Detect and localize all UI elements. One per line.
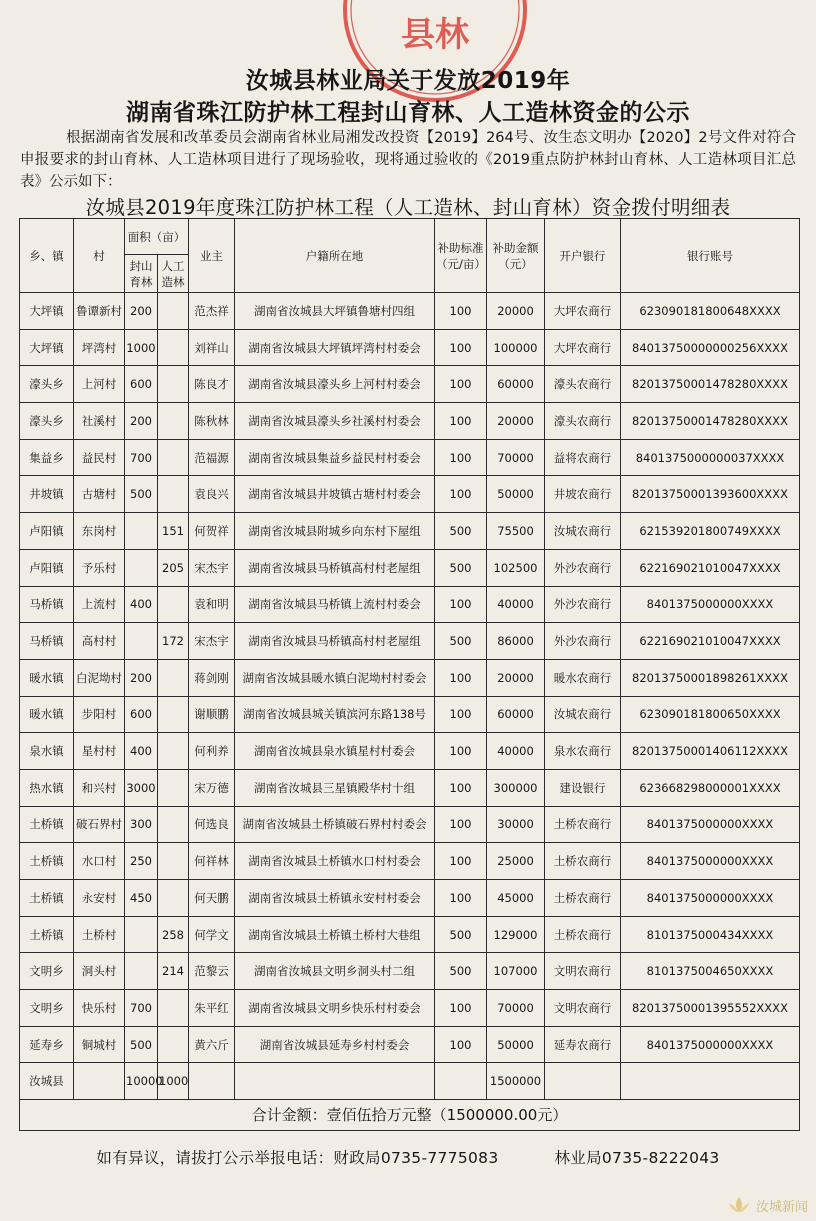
cell-standard: 500 [435,953,487,990]
cell-bank: 文明农商行 [545,990,621,1027]
cell-bank: 外沙农商行 [545,623,621,660]
cell-bank: 土桥农商行 [545,843,621,880]
cell-account: 622169021010047XXXX [621,623,800,660]
header-area-rengong: 人工造林 [158,255,189,293]
cell-address: 湖南省汝城县泉水镇星村村委会 [235,733,435,770]
cell-village: 予乐村 [74,549,125,586]
cell-standard: 100 [435,769,487,806]
cell-owner: 何祥林 [189,843,235,880]
cell-amount: 45000 [487,880,545,917]
table-row [20,366,800,403]
header-village: 村 [74,219,125,293]
cell-village [74,1063,125,1100]
total-row [20,1063,800,1100]
cell-area-rengong [158,990,189,1027]
cell-standard: 100 [435,1026,487,1063]
cell-area-rengong [158,696,189,733]
cell-amount: 129000 [487,916,545,953]
cell-owner: 袁和明 [189,586,235,623]
cell-area-rengong: 205 [158,549,189,586]
cell-area-fengshan [125,953,158,990]
cell-address: 湖南省汝城县城关镇滨河东路138号 [235,696,435,733]
table-row [20,513,800,550]
cell-area-rengong: 258 [158,916,189,953]
cell-account: 623090181800650XXXX [621,696,800,733]
cell-standard: 500 [435,549,487,586]
table-row [20,439,800,476]
cell-village: 坪湾村 [74,329,125,366]
table-row [20,843,800,880]
cell-area-fengshan: 300 [125,806,158,843]
cell-standard: 500 [435,916,487,953]
cell-village: 上河村 [74,366,125,403]
cell-area-rengong [158,476,189,513]
cell-amount: 20000 [487,293,545,330]
page-title-line1: 汝城县林业局关于发放2019年 [245,68,571,94]
cell-town: 土桥镇 [20,806,74,843]
cell-bank: 井坡农商行 [545,476,621,513]
cell-bank: 益将农商行 [545,439,621,476]
table-row [20,329,800,366]
cell-amount: 50000 [487,476,545,513]
table-row [20,880,800,917]
cell-bank: 汝城农商行 [545,696,621,733]
cell-bank: 文明农商行 [545,953,621,990]
cell-bank: 土桥农商行 [545,916,621,953]
cell-owner: 何选良 [189,806,235,843]
table-row [20,990,800,1027]
cell-area-fengshan [125,513,158,550]
cell-standard: 100 [435,880,487,917]
cell-town: 热水镇 [20,769,74,806]
cell-owner: 陈良才 [189,366,235,403]
cell-village: 破石界村 [74,806,125,843]
cell-town: 文明乡 [20,953,74,990]
cell-bank: 濠头农商行 [545,366,621,403]
cell-village: 铜城村 [74,1026,125,1063]
cell-town: 大坪镇 [20,329,74,366]
cell-town: 暖水镇 [20,696,74,733]
cell-address: 湖南省汝城县井坡镇古塘村村委会 [235,476,435,513]
cell-owner: 何天鹏 [189,880,235,917]
cell-town: 大坪镇 [20,293,74,330]
cell-amount: 70000 [487,439,545,476]
cell-account: 82013750001395552XXXX [621,990,800,1027]
table-body [20,293,800,1100]
cell-address: 湖南省汝城县土桥镇破石界村村委会 [235,806,435,843]
cell-standard: 100 [435,586,487,623]
cell-account: 622169021010047XXXX [621,549,800,586]
cell-area-rengong [158,880,189,917]
cell-village: 高村村 [74,623,125,660]
contact-finance: 如有异议，请拔打公示举报电话：财政局0735-7775083 [96,1149,499,1167]
cell-bank: 暖水农商行 [545,659,621,696]
cell-area-fengshan: 1000 [125,329,158,366]
cell-account [621,1063,800,1100]
cell-area-fengshan [125,549,158,586]
header-account: 银行账号 [621,219,800,293]
header-subsidy-standard: 补助标准（元/亩） [435,219,487,293]
cell-area-fengshan: 700 [125,439,158,476]
cell-bank: 外沙农商行 [545,586,621,623]
cell-area-fengshan: 250 [125,843,158,880]
cell-village: 上流村 [74,586,125,623]
contact-forestry: 林业局0735-8222043 [554,1149,720,1167]
cell-address: 湖南省汝城县马桥镇上流村村委会 [235,586,435,623]
cell-area-rengong [158,366,189,403]
cell-bank: 延寿农商行 [545,1026,621,1063]
table-row [20,623,800,660]
cell-owner [189,1063,235,1100]
cell-amount: 300000 [487,769,545,806]
cell-amount: 50000 [487,1026,545,1063]
cell-account: 82013750001478280XXXX [621,366,800,403]
header-owner: 业主 [189,219,235,293]
cell-standard: 100 [435,329,487,366]
cell-area-rengong [158,329,189,366]
cell-address [235,1063,435,1100]
cell-town: 土桥镇 [20,880,74,917]
table-row [20,1026,800,1063]
table-row [20,586,800,623]
cell-account: 8401375000000XXXX [621,843,800,880]
cell-account: 82013750001478280XXXX [621,403,800,440]
cell-area-rengong [158,733,189,770]
cell-account: 8101375000434XXXX [621,916,800,953]
cell-standard: 500 [435,513,487,550]
table-row [20,733,800,770]
cell-town: 暖水镇 [20,659,74,696]
table-row [20,403,800,440]
header-address: 户籍所在地 [235,219,435,293]
page-title-line2: 湖南省珠江防护林工程封山育林、人工造林资金的公示 [126,100,690,126]
cell-address: 湖南省汝城县土桥镇永安村村委会 [235,880,435,917]
cell-account: 82013750001898261XXXX [621,659,800,696]
cell-amount: 20000 [487,659,545,696]
cell-address: 湖南省汝城县附城乡向东村下屋组 [235,513,435,550]
cell-account: 8401375000000XXXX [621,1026,800,1063]
cell-area-fengshan: 600 [125,366,158,403]
cell-address: 湖南省汝城县延寿乡村村委会 [235,1026,435,1063]
cell-owner: 范福源 [189,439,235,476]
table-row [20,696,800,733]
cell-standard: 100 [435,990,487,1027]
cell-standard: 100 [435,366,487,403]
cell-area-rengong [158,586,189,623]
cell-owner: 何利养 [189,733,235,770]
cell-area-fengshan [125,916,158,953]
header-area: 面积（亩） [125,219,189,255]
table-row [20,769,800,806]
cell-area-fengshan: 700 [125,990,158,1027]
cell-owner: 宋杰宇 [189,623,235,660]
table-row [20,916,800,953]
table-row [20,953,800,990]
intro-paragraph: 根据湖南省发展和改革委员会湖南省林业局湘发改投资【2019】264号、汝生态文明办【2020】2号文件对符合申报要求的封山育林、人工造林项目进行了现场验收，现将通过验收的《2019重点防护林封山育林、人工造林项目汇总表》公示如下： [20,130,796,190]
cell-town: 卢阳镇 [20,549,74,586]
cell-address: 湖南省汝城县大坪镇坪湾村村委会 [235,329,435,366]
watermark [726,1195,808,1215]
cell-amount: 60000 [487,366,545,403]
cell-area-rengong: 151 [158,513,189,550]
cell-area-fengshan: 600 [125,696,158,733]
cell-standard: 500 [435,623,487,660]
cell-address: 湖南省汝城县文明乡快乐村村委会 [235,990,435,1027]
cell-amount: 70000 [487,990,545,1027]
cell-owner: 宋杰宇 [189,549,235,586]
cell-area-fengshan: 500 [125,476,158,513]
cell-address: 湖南省汝城县集益乡益民村村委会 [235,439,435,476]
cell-bank: 建设银行 [545,769,621,806]
cell-village: 步阳村 [74,696,125,733]
cell-address: 湖南省汝城县马桥镇高村村老屋组 [235,549,435,586]
cell-town: 集益乡 [20,439,74,476]
cell-amount: 75500 [487,513,545,550]
cell-area-rengong [158,439,189,476]
cell-area-rengong [158,1026,189,1063]
cell-bank: 土桥农商行 [545,806,621,843]
cell-standard: 100 [435,843,487,880]
cell-amount: 25000 [487,843,545,880]
cell-owner: 刘祥山 [189,329,235,366]
cell-owner: 朱平红 [189,990,235,1027]
cell-village: 土桥村 [74,916,125,953]
cell-address: 湖南省汝城县濠头乡社溪村村委会 [235,403,435,440]
cell-address: 湖南省汝城县文明乡洞头村二组 [235,953,435,990]
cell-area-rengong [158,806,189,843]
cell-amount: 86000 [487,623,545,660]
cell-area-rengong [158,659,189,696]
cell-account: 8401375000000XXXX [621,880,800,917]
cell-amount: 30000 [487,806,545,843]
cell-standard: 100 [435,476,487,513]
cell-village: 星村村 [74,733,125,770]
fund-table [19,218,800,1131]
cell-village: 洞头村 [74,953,125,990]
cell-town: 土桥镇 [20,916,74,953]
cell-owner: 陈秋林 [189,403,235,440]
cell-village: 鲁谭新村 [74,293,125,330]
cell-account: 84013750000000256XXXX [621,329,800,366]
cell-area-rengong [158,769,189,806]
cell-town: 马桥镇 [20,623,74,660]
cell-village: 东岗村 [74,513,125,550]
cell-owner: 何贺祥 [189,513,235,550]
cell-bank: 濠头农商行 [545,403,621,440]
cell-area-rengong: 172 [158,623,189,660]
cell-town: 井坡镇 [20,476,74,513]
header-town: 乡、镇 [20,219,74,293]
cell-account: 62153920180074​9XXXX [621,513,800,550]
cell-area-fengshan [125,623,158,660]
cell-area-fengshan: 200 [125,293,158,330]
watermark-text: 汝城新闻 [755,1199,808,1215]
table-row [20,659,800,696]
cell-owner: 范黎云 [189,953,235,990]
cell-address: 湖南省汝城县大坪镇鲁塘村四组 [235,293,435,330]
cell-amount: 1500000 [487,1063,545,1100]
cell-owner: 袁良兴 [189,476,235,513]
seal-text: 县林 [401,15,469,55]
cell-standard: 100 [435,733,487,770]
table-row [20,293,800,330]
cell-amount: 60000 [487,696,545,733]
cell-account: 8401375000000XXXX [621,586,800,623]
cell-owner: 宋万德 [189,769,235,806]
cell-account: 8401375000000037XXXX [621,439,800,476]
cell-area-rengong [158,293,189,330]
cell-address: 湖南省汝城县土桥镇土桥村大巷组 [235,916,435,953]
cell-village: 白泥坳村 [74,659,125,696]
cell-village: 益民村 [74,439,125,476]
cell-address: 湖南省汝城县马桥镇高村村老屋组 [235,623,435,660]
table-title: 汝城县2019年度珠江防护林工程（人工造林、封山育林）资金拨付明细表 [85,196,731,219]
sum-total: 合计金额：壹佰伍拾万元整（1500000.00元） [20,1099,800,1130]
cell-account: 82013750001393600XXXX [621,476,800,513]
contact-line [0,1146,816,1168]
cell-area-fengshan: 200 [125,403,158,440]
cell-village: 水口村 [74,843,125,880]
cell-amount: 102500 [487,549,545,586]
cell-bank: 土桥农商行 [545,880,621,917]
cell-account: 8101375004650XXXX [621,953,800,990]
cell-address: 湖南省汝城县土桥镇水口村村委会 [235,843,435,880]
cell-town: 卢阳镇 [20,513,74,550]
cell-village: 古塘村 [74,476,125,513]
cell-account: 623090181800648XXXX [621,293,800,330]
cell-bank: 大坪农商行 [545,293,621,330]
cell-account: 8401375000000XXXX [621,806,800,843]
cell-amount: 20000 [487,403,545,440]
cell-owner: 黄六斤 [189,1026,235,1063]
cell-town: 汝城县 [20,1063,74,1100]
cell-village: 社溪村 [74,403,125,440]
cell-area-fengshan: 3000 [125,769,158,806]
cell-town: 马桥镇 [20,586,74,623]
cell-area-rengong: 214 [158,953,189,990]
cell-standard: 100 [435,696,487,733]
cell-town: 泉水镇 [20,733,74,770]
cell-town: 濠头乡 [20,366,74,403]
cell-bank [545,1063,621,1100]
cell-account: 623668298000001XXXX [621,769,800,806]
cell-standard: 100 [435,439,487,476]
cell-address: 湖南省汝城县暖水镇白泥坳村村委会 [235,659,435,696]
cell-town: 文明乡 [20,990,74,1027]
cell-bank: 大坪农商行 [545,329,621,366]
cell-area-fengshan: 400 [125,586,158,623]
cell-area-rengong [158,843,189,880]
lotus-logo-icon [726,1195,752,1215]
cell-area-rengong: 1000 [158,1063,189,1100]
table-row [20,806,800,843]
cell-amount: 100000 [487,329,545,366]
cell-town: 延寿乡 [20,1026,74,1063]
cell-town: 濠头乡 [20,403,74,440]
cell-standard [435,1063,487,1100]
cell-standard: 100 [435,293,487,330]
cell-area-fengshan: 10000 [125,1063,158,1100]
cell-owner: 谢顺鹏 [189,696,235,733]
cell-amount: 40000 [487,586,545,623]
table-row [20,549,800,586]
table-row [20,476,800,513]
cell-amount: 107000 [487,953,545,990]
cell-address: 湖南省汝城县濠头乡上河村村委会 [235,366,435,403]
cell-owner: 范杰祥 [189,293,235,330]
cell-account: 82013750001406112XXXX [621,733,800,770]
cell-standard: 100 [435,659,487,696]
cell-bank: 汝城农商行 [545,513,621,550]
cell-amount: 40000 [487,733,545,770]
header-area-fengshan: 封山育林 [125,255,158,293]
cell-town: 土桥镇 [20,843,74,880]
cell-area-fengshan: 450 [125,880,158,917]
cell-area-fengshan: 500 [125,1026,158,1063]
cell-bank: 泉水农商行 [545,733,621,770]
cell-standard: 100 [435,806,487,843]
cell-village: 快乐村 [74,990,125,1027]
cell-bank: 外沙农商行 [545,549,621,586]
cell-village: 永安村 [74,880,125,917]
cell-owner: 何学文 [189,916,235,953]
header-subsidy-amount: 补助金额（元） [487,219,545,293]
cell-address: 湖南省汝城县三星镇殿华村十组 [235,769,435,806]
cell-owner: 蒋剑刚 [189,659,235,696]
cell-standard: 100 [435,403,487,440]
cell-area-fengshan: 200 [125,659,158,696]
cell-area-fengshan: 400 [125,733,158,770]
header-bank: 开户银行 [545,219,621,293]
cell-village: 和兴村 [74,769,125,806]
cell-area-rengong [158,403,189,440]
